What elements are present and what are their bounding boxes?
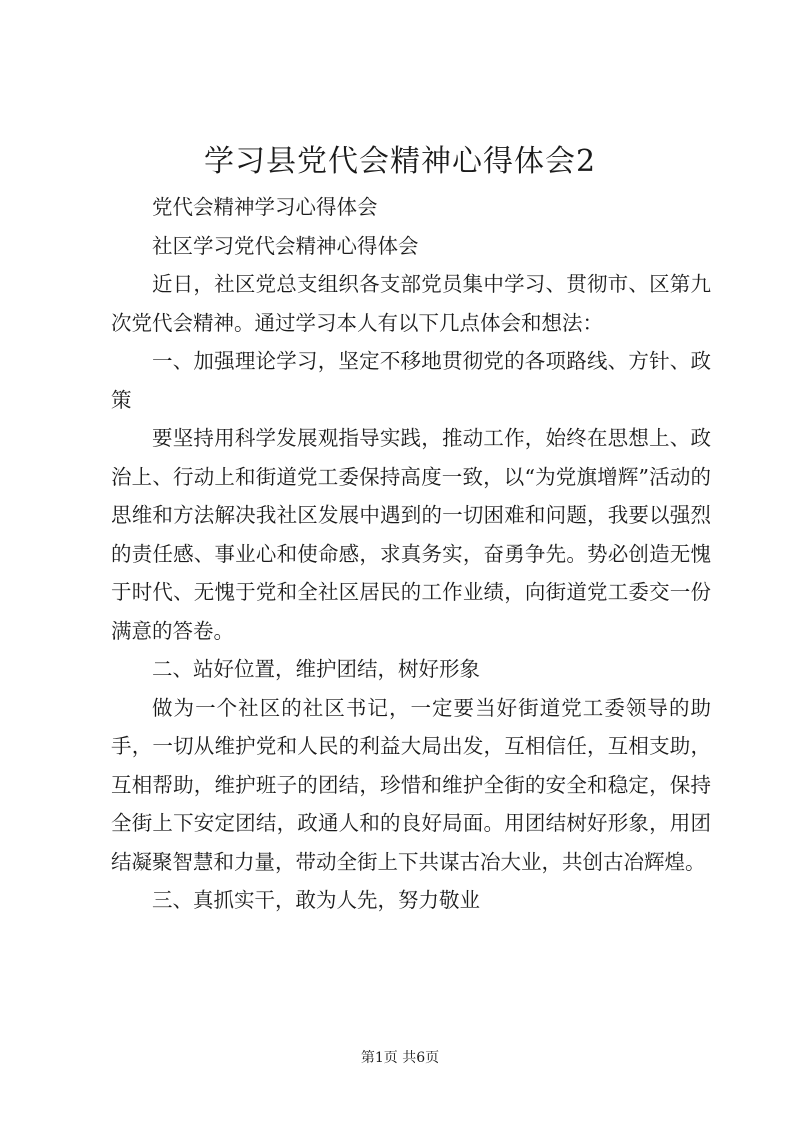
paragraph: 做为一个社区的社区书记，一定要当好街道党工委领导的助手，一切从维护党和人民的利益大局出发，互相信任，互相支助，互相帮助，维护班子的团结，珍惜和维护全街的安全和稳定，保持全街上下安定团结，政通人和的良好局面。用团结树好形象，用团结凝聚智慧和力量，带动全街上下共谋古冶大业，共创古冶辉煌。: [111, 695, 711, 874]
paragraph: 社区学习党代会精神心得体会: [152, 233, 419, 258]
page-footer: 第1页 共6页: [360, 1050, 440, 1066]
section-heading: 三、真抓实干，敢为人先，努力敬业: [152, 888, 480, 912]
paragraph: 党代会精神学习心得体会: [152, 195, 378, 219]
section-heading: 一、加强理论学习，坚定不移地贯彻党的各项路线、方针、政策: [111, 349, 711, 412]
section-heading: 二、站好位置，维护团结，树好形象: [152, 657, 480, 681]
document-body: [111, 188, 711, 920]
paragraph: 要坚持用科学发展观指导实践，推动工作，始终在思想上、政治上、行动上和街道党工委保持高度一致，以“为党旗增辉”活动的思维和方法解决我社区发展中遇到的一切困难和问题，我要以强烈的责任感、事业心和使命感，求真务实，奋勇争先。势必创造无愧于时代、无愧于党和全社区居民的工作业绩，向街道党工委交一份满意的答卷。: [111, 426, 711, 643]
paragraph: 近日，社区党总支组织各支部党员集中学习、贯彻市、区第九次党代会精神。通过学习本人有以下几点体会和想法：: [111, 272, 711, 335]
document-title: 学习县党代会精神心得体会2: [203, 144, 597, 179]
